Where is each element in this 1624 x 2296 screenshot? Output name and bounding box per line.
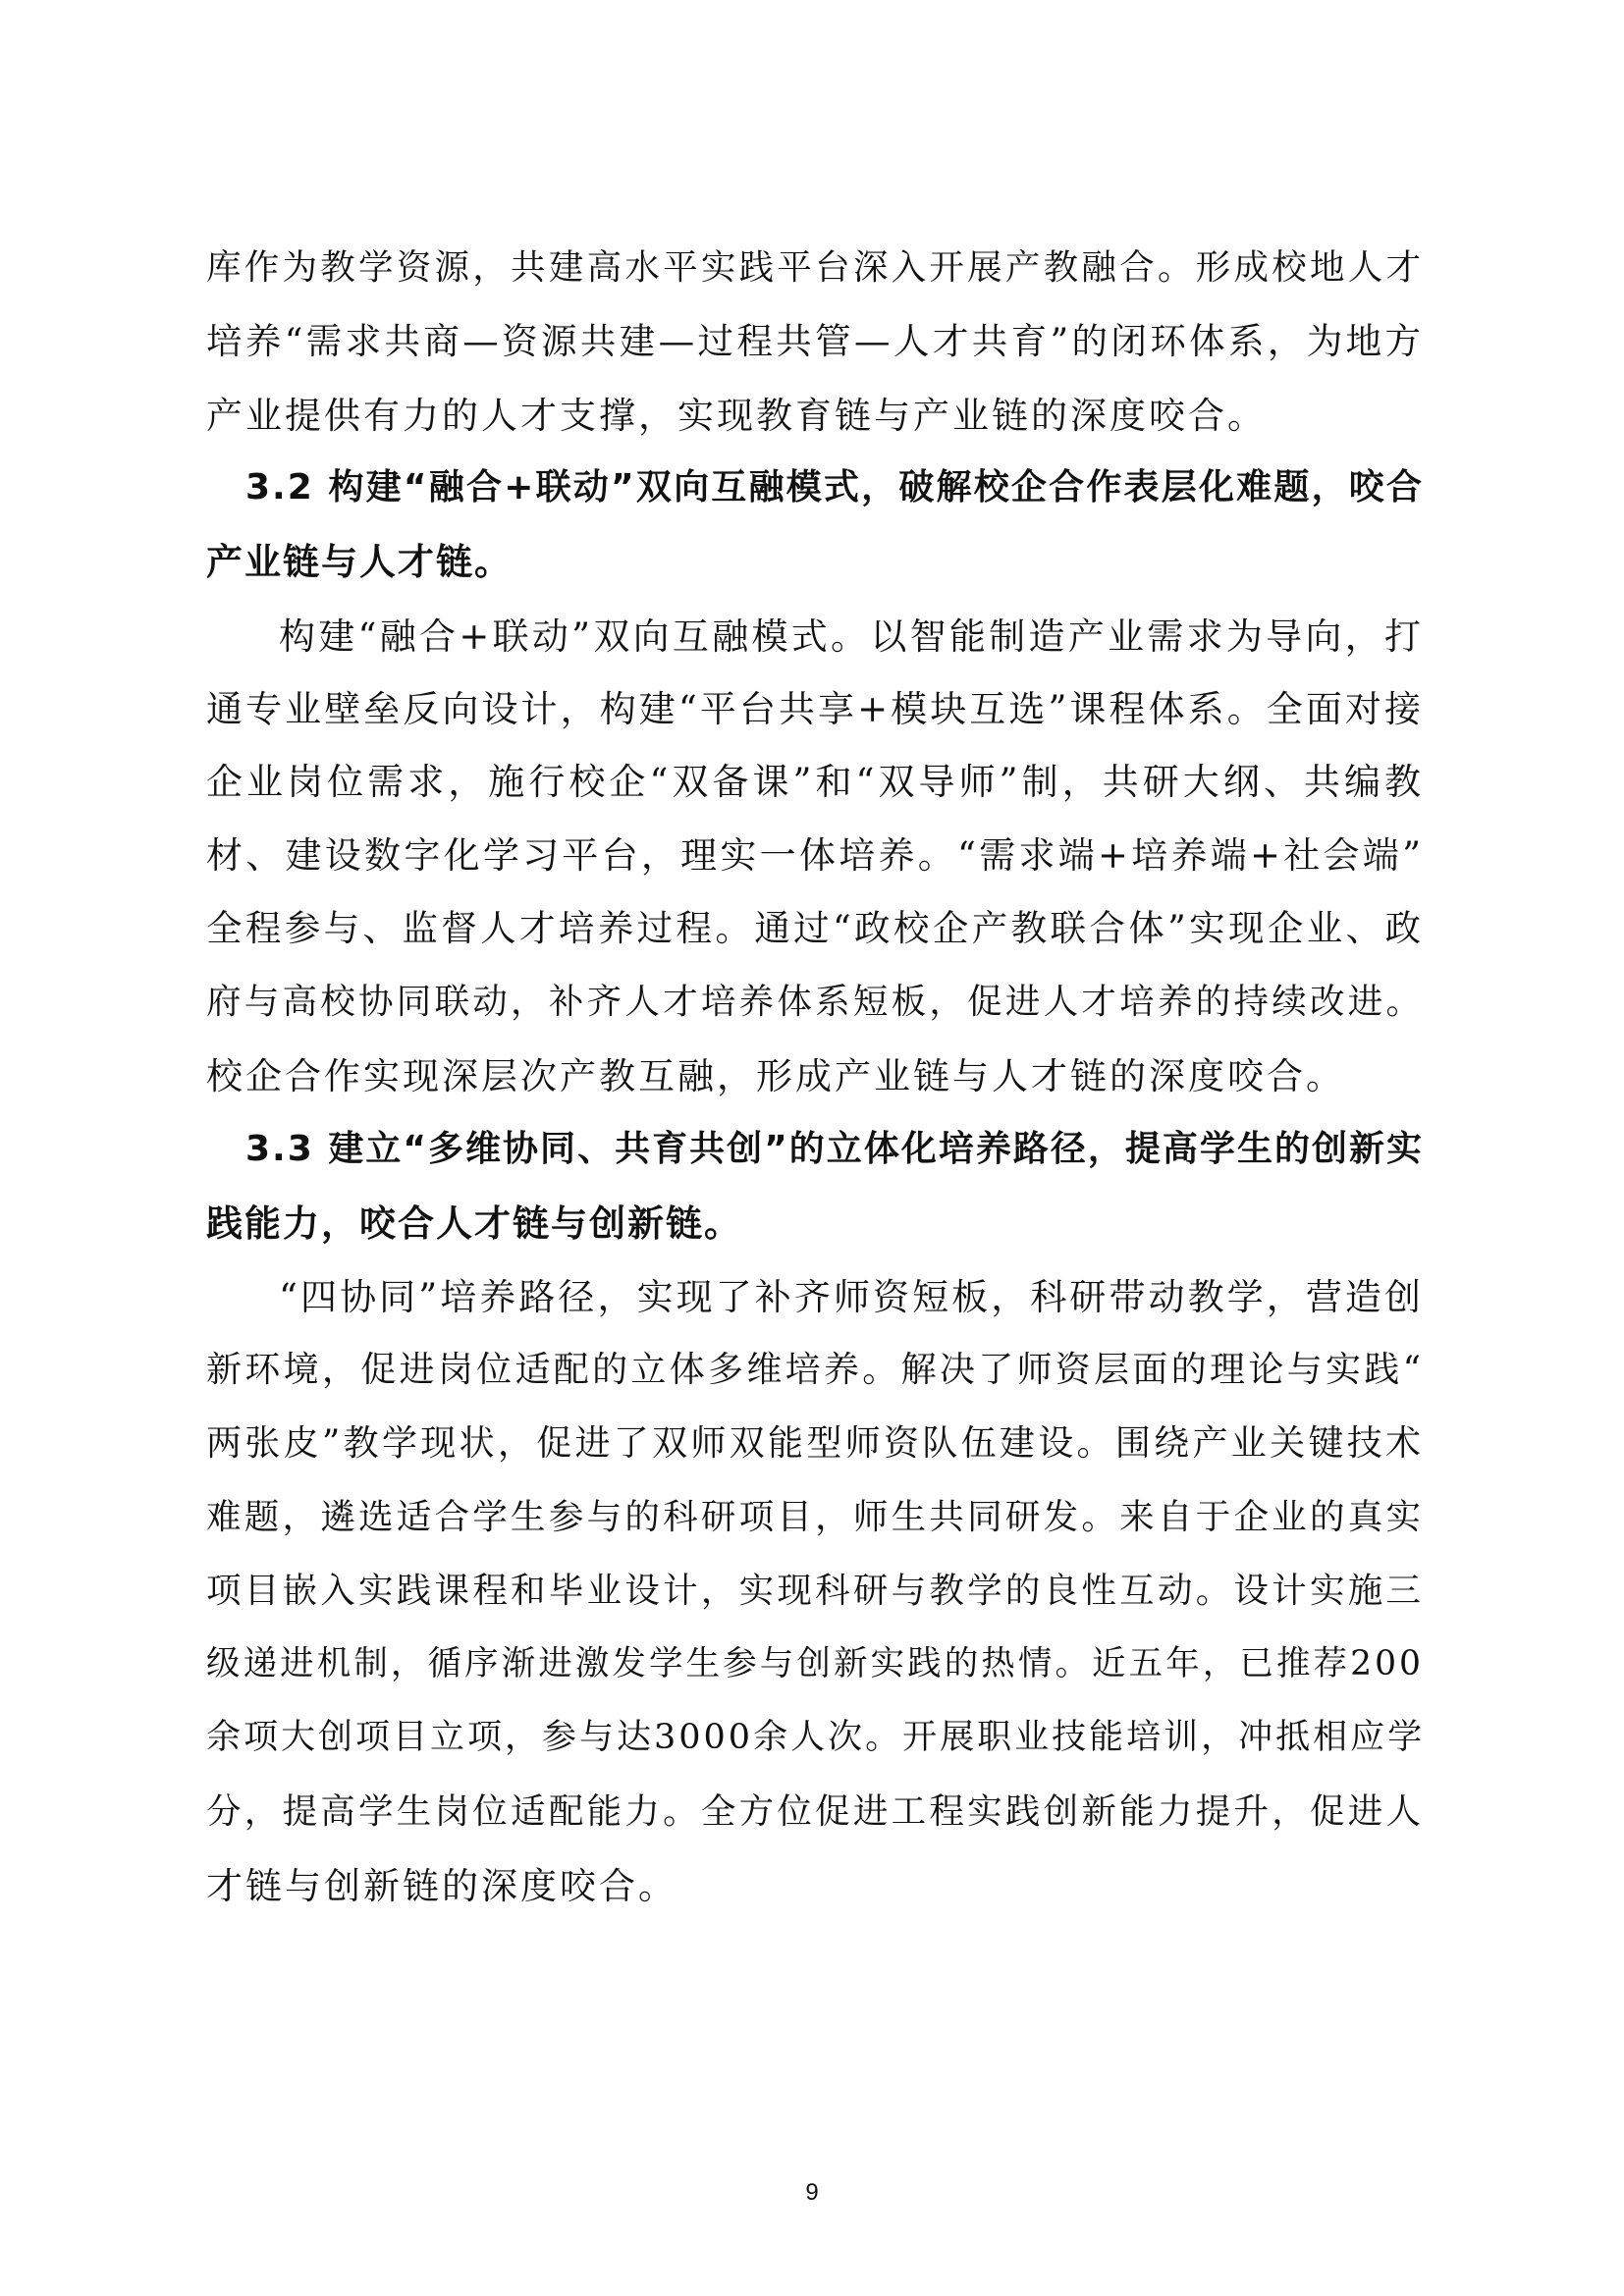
section-heading-3-3: 3.3 建立“多维协同、共育共创”的立体化培养路径，提高学生的创新实 [245,1129,1424,1169]
body-text-line: 难题，遴选适合学生参与的科研项目，师生共同研发。来自于企业的真实 [206,1497,1424,1537]
body-text-line: 全程参与、监督人才培养过程。通过“政校企产教联合体”实现企业、政 [206,907,1424,949]
body-text-line: 才链与创新链的深度咬合。 [206,1865,677,1907]
page-number: 9 [805,2179,819,2206]
body-text-line: 材、建设数字化学习平台，理实一体培养。“需求端+培养端+社会端” [206,834,1424,877]
body-text-line: 库作为教学资源，共建高水平实践平台深入开展产教融合。形成校地人才 [206,247,1424,288]
body-text-line: 企业岗位需求，施行校企“双备课”和“双导师”制，共研大纲、共编教 [206,761,1424,803]
section-heading-3-2-continued: 产业链与人才链。 [206,541,513,583]
body-text-line: “四协同”培养路径，实现了补齐师资短板，科研带动教学，营造创 [279,1276,1424,1318]
body-text-line: 新环境，促进岗位适配的立体多维培养。解决了师资层面的理论与实践“ [206,1350,1424,1390]
body-text-line: 构建“融合+联动”双向互融模式。以智能制造产业需求为导向，打 [279,615,1424,658]
body-text-line: 校企合作实现深层次产教互融，形成产业链与人才链的深度咬合。 [206,1055,1345,1097]
body-text-line: 培养“需求共商—资源共建—过程共管—人才共育”的闭环体系，为地方 [206,320,1424,362]
body-text-line: 级递进机制，循序渐进激发学生参与创新实践的热情。近五年，已推荐200 [206,1644,1424,1683]
section-heading-3-3-continued: 践能力，咬合人才链与创新链。 [206,1202,742,1245]
body-text-line: 府与高校协同联动，补齐人才培养体系短板，促进人才培养的持续改进。 [206,982,1424,1022]
body-text-line: 两张皮”教学现状，促进了双师双能型师资队伍建设。围绕产业关键技术 [206,1423,1424,1464]
section-heading-3-2: 3.2 构建“融合+联动”双向互融模式，破解校企合作表层化难题，咬合 [245,467,1424,507]
body-text-line: 产业提供有力的人才支撑，实现教育链与产业链的深度咬合。 [206,395,1267,437]
body-text-line: 通专业壁垒反向设计，构建“平台共享+模块互选”课程体系。全面对接 [206,688,1424,730]
body-text-line: 项目嵌入实践课程和毕业设计，实现科研与教学的良性互动。设计实施三 [206,1571,1424,1611]
body-text-line: 余项大创项目立项，参与达3000余人次。开展职业技能培训，冲抵相应学 [206,1718,1426,1757]
body-text-line: 分，提高学生岗位适配能力。全方位促进工程实践创新能力提升，促进人 [206,1791,1424,1832]
